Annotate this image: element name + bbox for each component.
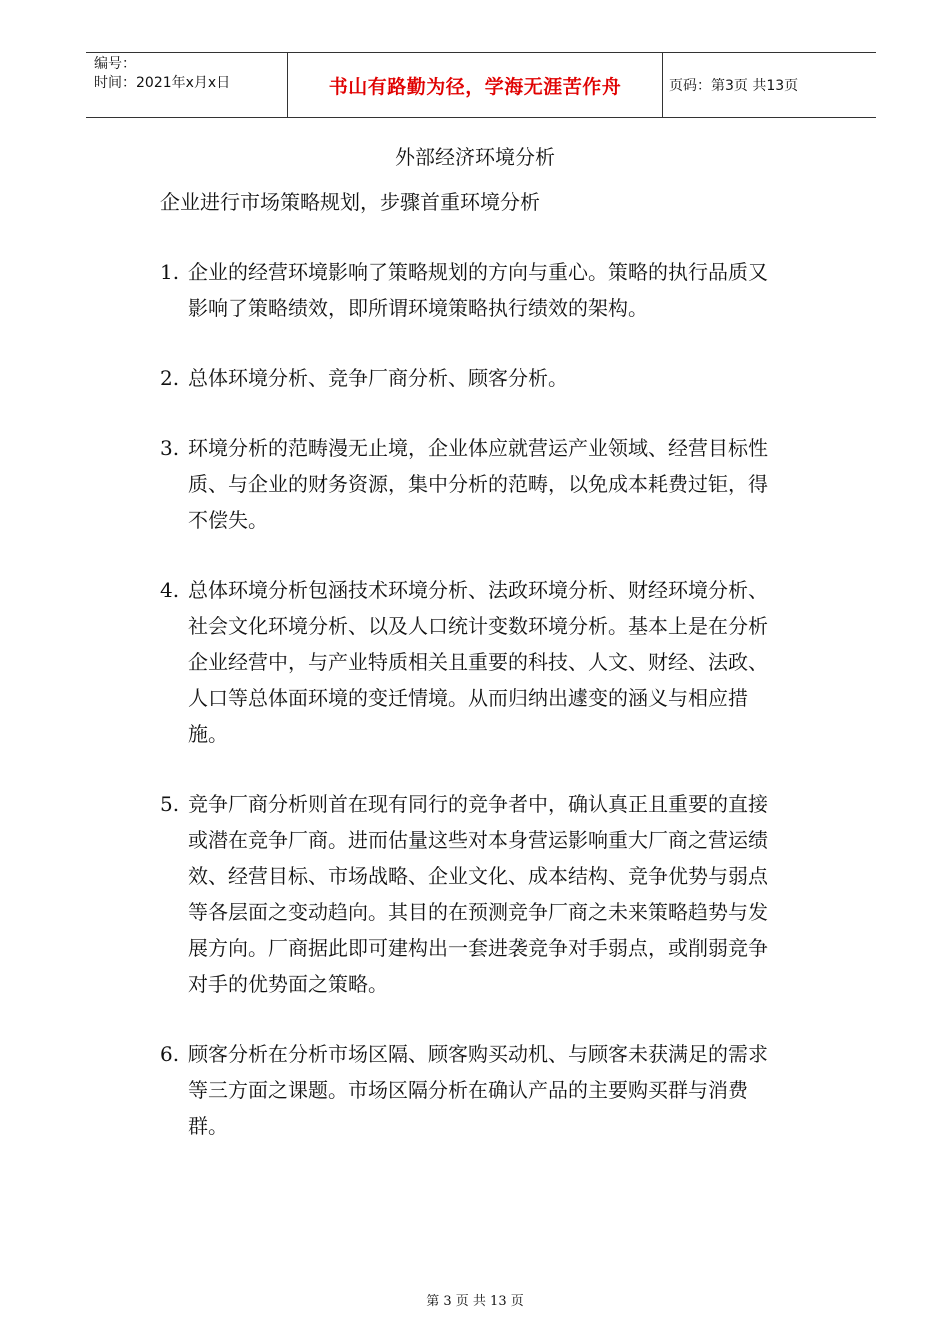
list-item [160,254,810,326]
time-label: 时间：2021年x月x日 [94,75,231,91]
list-item-text: 顾客分析在分析市场区隔、顾客购买动机、与顾客未获满足的需求等三方面之课题。市场区隔分析在确认产品的主要购买群与消费群。 [188,1042,768,1138]
list-item [160,1036,810,1144]
list-item [160,572,810,752]
list-item [160,430,810,538]
numbered-list [160,254,810,1178]
list-item-number: 2. [160,366,180,390]
list-item-number: 6. [160,1042,180,1066]
list-item-number: 4. [160,578,180,602]
list-item-text: 环境分析的范畴漫无止境，企业体应就营运产业领域、经营目标性质、与企业的财务资源，集中分析的范畴，以免成本耗费过钜，得不偿失。 [188,436,768,532]
list-item-text: 总体环境分析包涵技术环境分析、法政环境分析、财经环境分析、社会文化环境分析、以及人口统计变数环境分析。基本上是在分析企业经营中，与产业特质相关且重要的科技、人文、财经、法政、人口等总体面环境的变迁情境。从而归纳出遽变的涵义与相应措施。 [188,578,768,746]
list-item-text: 总体环境分析、竞争厂商分析、顾客分析。 [188,366,568,390]
list-item-text: 竞争厂商分析则首在现有同行的竞争者中，确认真正且重要的直接或潜在竞争厂商。进而估量这些对本身营运影响重大厂商之营运绩效、经营目标、市场战略、企业文化、成本结构、竞争优势与弱点等各层面之变动趋向。其目的在预测竞争厂商之未来策略趋势与发展方向。厂商据此即可建构出一套进袭竞争对手弱点，或削弱竞争对手的优势面之策略。 [188,792,768,996]
header-page-info: 页码：第3页 共13页 [669,78,799,94]
header-motto: 书山有路勤为径，学海无涯苦作舟 [287,53,663,117]
document-title: 外部经济环境分析 [395,145,555,169]
page-footer: 第 3 页 共 13 页 [426,1294,524,1309]
document-intro: 企业进行市场策略规划，步骤首重环境分析 [160,190,540,214]
page-header [86,52,876,118]
list-item [160,786,810,1002]
number-label: 编号： [94,56,136,72]
header-meta [94,55,284,93]
list-item-number: 3. [160,436,180,460]
list-item [160,360,810,396]
list-item-number: 5. [160,792,180,816]
list-item-text: 企业的经营环境影响了策略规划的方向与重心。策略的执行品质又影响了策略绩效，即所谓环境策略执行绩效的架构。 [188,260,768,320]
list-item-number: 1. [160,260,180,284]
